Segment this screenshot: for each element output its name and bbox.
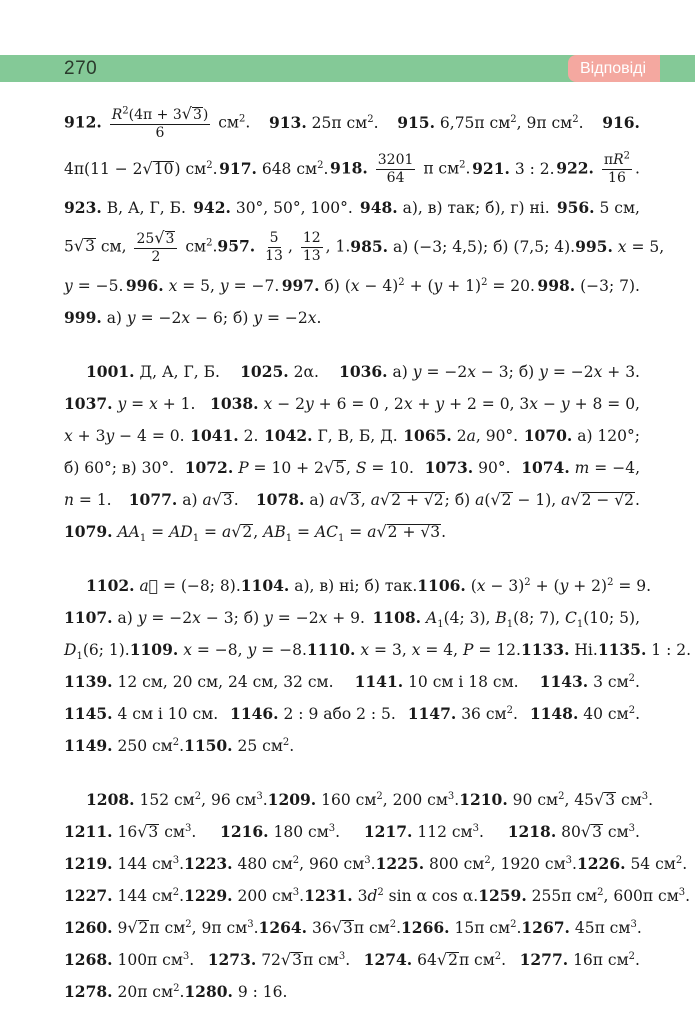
answer-line: 999. а) y = −2x − 6; б) y = −2x. bbox=[64, 308, 322, 327]
answer-line: 1079. $AA_1 = AD_1 = a√2$, $AB_1 = AC_1 = a√2 + √3$. bbox=[64, 522, 447, 545]
answer-line: x + 3y − 4 = 0. 1041. 2. 1042. Г, В, Б, Д. 1065. 2a, 90°. 1070. а) 120°; bbox=[64, 426, 640, 445]
answer-line: 1001. Д, А, Г, Б. 1025. 2α. 1036. а) y = −2x − 3; б) y = −2x + 3. bbox=[86, 362, 640, 381]
answer-line: 1268. 100π $см^3$. 1273. 72√3π $см^3$. 1274. 64√2π $см^2$. 1277. 16π $см^2$. bbox=[64, 950, 640, 969]
answer-line: 1278. 20π $см^2$. 1280. 9 : 16. bbox=[64, 982, 288, 1001]
answer-paragraph bbox=[64, 784, 691, 1008]
answer-line: n = 1. 1077. а) a√3. 1078. а) a√3, a√2 + √2; б) a(√2 − 1), a√2 − √2. bbox=[64, 490, 640, 509]
answer-line: 923. В, А, Г, Б. 942. 30°, 50°, 100°. 948. а), в) так; б), г) ні. 956. 5 см, bbox=[64, 198, 640, 217]
answer-line: $D_1(6$; 1). 1109. x = −8, y = −8. 1110. x = 3, x = 4, P = 12. 1133. Ні. 1135. 1 : 2. bbox=[64, 640, 692, 663]
answer-line: 1149. 250 $см^2$. 1150. 25 $см^2$. bbox=[64, 736, 295, 755]
answer-line: 4π(11 − 2√10) $см^2$. 917. 648 $см^2$. 918. $\frac{3201}{64}$ π $см^2$. 921. 3 : 2. 922. $\frac{\pi R^2}{16}$ . bbox=[64, 149, 640, 186]
answer-line: 1227. 144 $см^2$. 1229. 200 $см^3$. 1231. $3d^2$ sin α cos α. 1259. 255π $см^2$, 600π $см^3$. bbox=[64, 886, 691, 905]
answer-line: 1208. 152 $см^2$, 96 $см^3$. 1209. 160 $см^2$, 200 $см^3$. 1210. 90 $см^2$, 45√3 $см^3$. bbox=[86, 790, 654, 809]
answer-line: 1219. 144 $см^3$. 1223. 480 $см^2$, 960 $см^3$. 1225. 800 $см^2$, 1920 $см^3$. 1226. 54 $см^2$. bbox=[64, 854, 688, 873]
answer-paragraph bbox=[64, 100, 665, 334]
answer-line: 1107. а) y = −2x − 3; б) y = −2x + 9. 1108. $A_1(4$; 3), $B_1(8$; 7), $C_1(10$; 5), bbox=[64, 608, 640, 631]
answers-content bbox=[64, 100, 692, 1030]
answer-line: 1145. 4 см і 10 см. 1146. 2 : 9 або 2 : 5. 1147. 36 $см^2$. 1148. 40 $см^2$. bbox=[64, 704, 640, 723]
answer-paragraph bbox=[64, 570, 692, 762]
answer-line: 1260. 9√2π $см^2$, 9π $см^3$. 1264. 36√3π $см^2$. 1266. 15π $см^2$. 1267. 45π $см^3$. bbox=[64, 918, 642, 937]
answer-line: y = −5. 996. x = 5, y = −7. 997. б) $(x - 4)^2 + (y + 1)^2 = 20$. 998. (−3; 7). bbox=[64, 276, 640, 295]
answer-line: 1211. 16√3 $см^3$. 1216. 180 $см^3$. 1217. 112 $см^3$. 1218. 80√3 $см^3$. bbox=[64, 822, 640, 841]
section-tab: Відповіді bbox=[568, 55, 660, 82]
page-number: 270 bbox=[64, 58, 98, 79]
answer-line: 1139. 12 см, 20 см, 24 см, 32 см. 1141. 10 см і 18 см. 1143. 3 $см^2$. bbox=[64, 672, 640, 691]
answer-line: 1102. a⃗ = (−8; 8). 1104. а), в) ні; б) так. 1106. $(x - 3)^2 + (y + 2)^2 = 9$. bbox=[86, 576, 652, 595]
answer-line: б) 60°; в) 30°. 1072. P = 10 + 2√5, S = 10. 1073. 90°. 1074. m = −4, bbox=[64, 458, 640, 477]
answer-paragraph bbox=[64, 356, 640, 548]
answer-line: 912. $\frac{R^2(4\pi + 3√3)}{6}$ $см^2$. 913. 25π $см^2$. 915. 6,75π $см^2$, 9π $см^2$. 916. bbox=[64, 103, 640, 141]
answer-line: 1037. y = x + 1. 1038. x − 2y + 6 = 0 , 2x + y + 2 = 0, 3x − y + 8 = 0, bbox=[64, 394, 640, 413]
answer-line: 5√3 см, $\frac{25√3}{2}$ $см^2$. 957. $\frac{5}{13}$ , $\frac{12}{13}$ , 1. 985. а) (−3; 4,5); б) (7,5; 4). 995. x = 5, bbox=[64, 227, 665, 265]
